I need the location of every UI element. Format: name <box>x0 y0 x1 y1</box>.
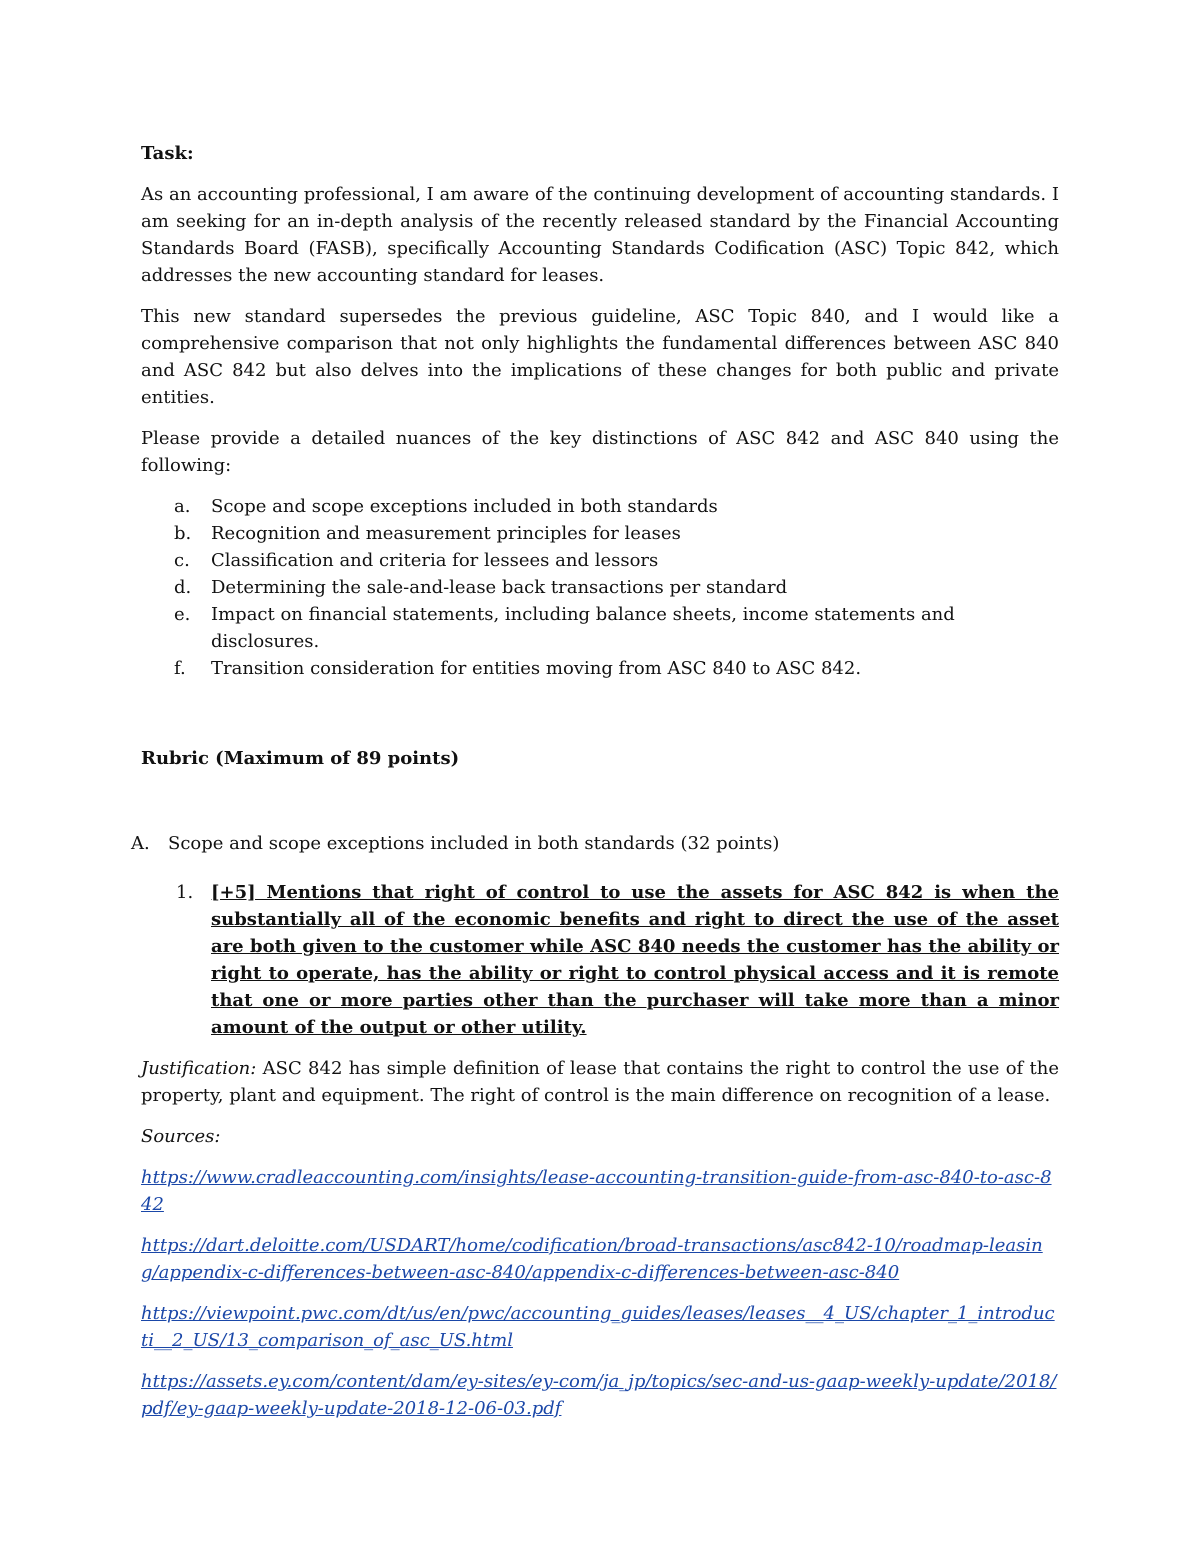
justification-text: ASC 842 has simple definition of lease that contains the right to control the use of the property, plant and equipment. The right of control is the main difference on recognition of a lease. <box>141 1058 1059 1106</box>
list-item: e. Impact on financial statements, including balance sheets, income statements and disclosures. <box>174 604 955 652</box>
criterion-marker: 1. <box>176 882 194 903</box>
source-link[interactable]: https://assets.ey.com/content/dam/ey-sites/ey-com/ja_jp/topics/sec-and-us-gaap-weekly-update/2018/pdf/ey-gaap-weekly-update-2018-12-06-03.pdf <box>141 1371 1057 1419</box>
task-paragraph-3: Please provide a detailed nuances of the key distinctions of ASC 842 and ASC 840 using the following: <box>141 428 1059 476</box>
task-paragraph-1: As an accounting professional, I am aware of the continuing development of accounting standards. I am seeking for an in-depth analysis of the recently released standard by the Financial Accounting Standards Board (FASB), specifically Accounting Standards Codification (ASC) Topic 842, which addresses the new accounting standard for leases. <box>141 184 1059 286</box>
source-link-paragraph <box>141 1300 1059 1354</box>
list-item: f. Transition consideration for entities moving from ASC 840 to ASC 842. <box>174 658 862 679</box>
list-item: b. Recognition and measurement principles for leases <box>174 523 681 544</box>
section-title: Scope and scope exceptions included in both standards (32 points) <box>168 833 780 854</box>
source-link-paragraph <box>141 1368 1059 1422</box>
source-link[interactable]: https://www.cradleaccounting.com/insights/lease-accounting-transition-guide-from-asc-840-to-asc-842 <box>141 1167 1052 1215</box>
sources-label: Sources: <box>141 1126 221 1147</box>
source-link[interactable]: https://dart.deloitte.com/USDART/home/codification/broad-transactions/asc842-10/roadmap-leasing/appendix-c-differences-between-asc-840/appendix-c-differences-between-asc-840 <box>141 1235 1043 1283</box>
criterion-text: [+5] Mentions that right of control to use the assets for ASC 842 is when the substantially all of the economic benefits and right to direct the use of the asset are both given to the customer while ASC 840 needs the customer has the ability or right to operate, has the ability or right to control physical access and it is remote that one or more parties other than the purchaser will take more than a minor amount of the output or other utility. <box>211 882 1059 1038</box>
task-items-list <box>141 493 1059 682</box>
justification-label: Justification: <box>141 1058 257 1079</box>
rubric-section-a <box>131 830 1059 857</box>
list-item: a. Scope and scope exceptions included in both standards <box>174 496 718 517</box>
justification-paragraph <box>141 1055 1059 1109</box>
source-link[interactable]: https://viewpoint.pwc.com/dt/us/en/pwc/accounting_guides/leases/leases__4_US/chapter_1_introducti__2_US/13_comparison_of_asc_US.html <box>141 1303 1055 1351</box>
source-link-paragraph <box>141 1164 1059 1218</box>
section-marker: A. <box>131 833 150 854</box>
document-page <box>131 140 1059 1436</box>
task-heading: Task: <box>141 143 194 164</box>
task-paragraph-2: This new standard supersedes the previous guideline, ASC Topic 840, and I would like a comprehensive comparison that not only highlights the fundamental differences between ASC 840 and ASC 842 but also delves into the implications of these changes for both public and private entities. <box>141 306 1059 408</box>
rubric-criterion-1 <box>141 879 1059 1041</box>
list-item: c. Classification and criteria for lessees and lessors <box>174 550 659 571</box>
source-link-paragraph <box>141 1232 1059 1286</box>
list-item: d. Determining the sale-and-lease back transactions per standard <box>174 577 788 598</box>
rubric-heading: Rubric (Maximum of 89 points) <box>141 748 460 769</box>
